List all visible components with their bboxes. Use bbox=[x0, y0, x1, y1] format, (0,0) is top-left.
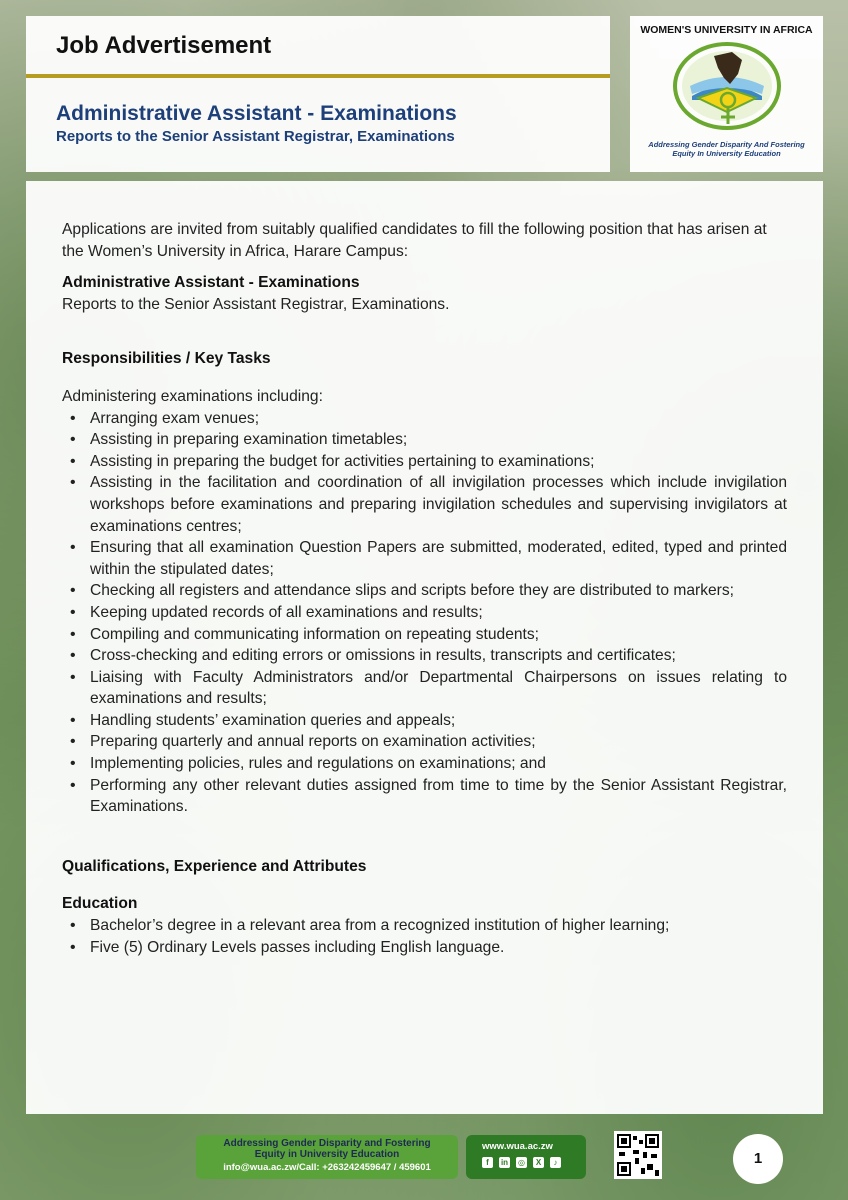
list-item: • Handling students’ examination queries and appeals; bbox=[62, 710, 787, 732]
position-bold-title: Administrative Assistant - Examinations bbox=[62, 274, 360, 292]
list-item: • Preparing quarterly and annual reports on examination activities; bbox=[62, 731, 787, 753]
logo-tagline bbox=[630, 140, 823, 158]
position-title: Administrative Assistant - Examinations bbox=[56, 102, 457, 125]
responsibilities-list bbox=[62, 408, 787, 818]
x-twitter-icon[interactable]: X bbox=[533, 1157, 544, 1168]
reports-to-subtitle: Reports to the Senior Assistant Registrar, Examinations bbox=[56, 128, 455, 146]
header-position-block bbox=[26, 78, 610, 145]
university-logo-panel bbox=[630, 16, 823, 172]
footer-slogan-line1: Addressing Gender Disparity and Fostering bbox=[223, 1138, 431, 1149]
list-item: • Ensuring that all examination Question Papers are submitted, moderated, edited, typed and printed within the stipulated dates; bbox=[62, 537, 787, 580]
doc-type-title: Job Advertisement bbox=[56, 32, 272, 59]
responsibilities-heading: Responsibilities / Key Tasks bbox=[62, 350, 271, 368]
logo-tagline-line2: Equity In University Education bbox=[672, 149, 781, 158]
education-list bbox=[62, 915, 787, 958]
list-item: • Assisting in the facilitation and coordination of all invigilation processes which include invigilation workshops before examinations and preparing invigilation schedules and supervising invigilators at examinations centres; bbox=[62, 472, 787, 537]
footer-web-box bbox=[466, 1135, 586, 1179]
reports-to-line: Reports to the Senior Assistant Registrar, Examinations. bbox=[62, 295, 450, 313]
logo-tagline-line1: Addressing Gender Disparity And Fostering bbox=[648, 140, 805, 149]
list-item: • Five (5) Ordinary Levels passes including English language. bbox=[62, 937, 787, 959]
list-item: • Assisting in preparing examination timetables; bbox=[62, 429, 787, 451]
linkedin-icon[interactable]: in bbox=[500, 1158, 509, 1167]
qualifications-heading: Qualifications, Experience and Attributes bbox=[62, 857, 367, 875]
header-panel bbox=[26, 16, 610, 172]
university-name: WOMEN'S UNIVERSITY IN AFRICA bbox=[640, 24, 813, 36]
facebook-icon[interactable]: f bbox=[482, 1157, 493, 1168]
list-item: • Checking all registers and attendance slips and scripts before they are distributed to markers; bbox=[62, 580, 787, 602]
list-item: • Keeping updated records of all examinations and results; bbox=[62, 602, 787, 624]
list-item: • Cross-checking and editing errors or omissions in results, transcripts and certificates; bbox=[62, 645, 787, 667]
instagram-icon[interactable]: ◎ bbox=[516, 1157, 527, 1168]
list-item: • Bachelor’s degree in a relevant area from a recognized institution of higher learning; bbox=[62, 915, 787, 937]
list-item: • Assisting in preparing the budget for activities pertaining to examinations; bbox=[62, 451, 787, 473]
responsibilities-intro: Administering examinations including: bbox=[62, 387, 323, 405]
website-link[interactable]: www.wua.ac.zw bbox=[482, 1141, 553, 1152]
education-heading: Education bbox=[62, 895, 138, 913]
list-item: • Liaising with Faculty Administrators and/or Departmental Chairpersons on issues relating to examinations and results; bbox=[62, 667, 787, 710]
list-item: • Performing any other relevant duties assigned from time to time by the Senior Assistant Registrar, Examinations. bbox=[62, 775, 787, 818]
list-item: • Arranging exam venues; bbox=[62, 408, 787, 430]
social-icons bbox=[482, 1157, 586, 1168]
list-item: • Implementing policies, rules and regulations on examinations; and bbox=[62, 753, 787, 775]
qr-code-graphic bbox=[617, 1134, 659, 1176]
intro-paragraph: Applications are invited from suitably qualified candidates to fill the following position that has arisen at the Women’s University in Africa, Harare Campus: bbox=[62, 221, 767, 260]
university-crest-icon bbox=[662, 38, 792, 138]
list-item: • Compiling and communicating information on repeating students; bbox=[62, 624, 787, 646]
tiktok-icon[interactable]: ♪ bbox=[550, 1157, 561, 1168]
footer-slogan-box bbox=[196, 1135, 458, 1179]
footer-contact[interactable]: info@wua.ac.zw/Call: +263242459647 / 459601 bbox=[223, 1162, 431, 1173]
job-description-panel bbox=[26, 181, 823, 1114]
qr-code-icon[interactable] bbox=[614, 1131, 662, 1179]
page-number: 1 bbox=[733, 1134, 783, 1184]
header-title-bar bbox=[26, 16, 610, 78]
footer-slogan-line2: Equity in University Education bbox=[254, 1149, 400, 1160]
